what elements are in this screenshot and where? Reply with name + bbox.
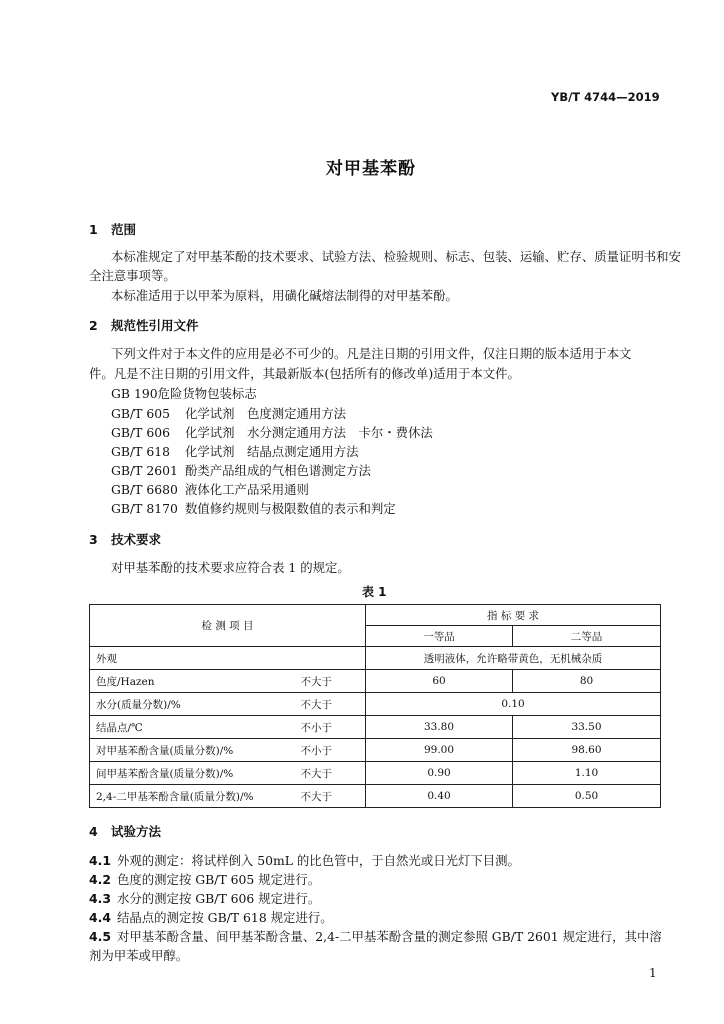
item-text: 色度的测定按 GB/T 605 规定进行。 (117, 872, 321, 887)
requirements-table (89, 604, 661, 808)
item-number: 4.1 (89, 853, 111, 868)
section-title: 技术要求 (111, 532, 162, 547)
section-4-heading (89, 822, 161, 840)
test-method-item (89, 908, 333, 926)
reference-item (111, 384, 257, 402)
table-row (90, 670, 661, 693)
page-number: 1 (649, 966, 657, 980)
row-grade-1: 0.40 (366, 785, 513, 808)
row-grade-2: 33.50 (513, 716, 661, 739)
section-2-para-line-2: 件。凡是不注日期的引用文件，其最新版本(包括所有的修改单)适用于本文件。 (89, 366, 520, 381)
row-item: 外观 (90, 647, 366, 670)
row-grade-2: 98.60 (513, 739, 661, 762)
test-method-item (89, 851, 520, 869)
section-number: 3 (89, 532, 98, 547)
row-merged-value: 透明液体，允许略带黄色，无机械杂质 (366, 647, 661, 670)
header-grade-1: 一等品 (366, 626, 513, 647)
reference-code: GB/T 606 (111, 425, 171, 440)
reference-title: 危险货物包装标志 (157, 386, 257, 401)
section-3-heading (89, 530, 161, 548)
reference-title: 化学试剂 水分测定通用方法 卡尔・费休法 (185, 425, 433, 440)
row-limit: 不大于 (295, 762, 366, 785)
row-limit: 不大于 (295, 785, 366, 808)
section-1-para-1-line-2: 全注意事项等。 (89, 268, 176, 283)
item-text: 外观的测定：将试样倒入 50mL 的比色管中，于自然光或日光灯下目测。 (117, 853, 520, 868)
reference-title: 化学试剂 色度测定通用方法 (185, 406, 347, 421)
row-item: 结晶点/℃ (90, 716, 295, 739)
row-grade-1: 33.80 (366, 716, 513, 739)
table-row (90, 739, 661, 762)
row-grade-1: 60 (366, 670, 513, 693)
item-number: 4.2 (89, 872, 111, 887)
table-caption: 表 1 (362, 585, 387, 599)
reference-item (111, 404, 346, 422)
item-text: 对甲基苯酚含量、间甲基苯酚含量、2,4-二甲基苯酚含量的测定参照 GB/T 2601 规定进行，其中溶 (117, 929, 662, 944)
reference-code: GB/T 8170 (111, 501, 178, 516)
section-number: 4 (89, 824, 98, 839)
section-1-para-1-line-1: 本标准规定了对甲基苯酚的技术要求、试验方法、检验规则、标志、包装、运输、贮存、质量证明书和安 (111, 249, 681, 264)
row-merged-value: 0.10 (366, 693, 661, 716)
item-number: 4.4 (89, 910, 111, 925)
reference-item (111, 461, 371, 479)
document-title: 对甲基苯酚 (326, 159, 416, 179)
standard-code: YB/T 4744—2019 (551, 90, 660, 104)
reference-title: 化学试剂 结晶点测定通用方法 (185, 444, 359, 459)
row-item: 水分(质量分数)/% (90, 693, 295, 716)
row-item: 间甲基苯酚含量(质量分数)/% (90, 762, 295, 785)
section-1-heading (89, 220, 136, 238)
table-row (90, 762, 661, 785)
row-limit: 不大于 (295, 693, 366, 716)
item-text: 水分的测定按 GB/T 606 规定进行。 (117, 891, 321, 906)
item-number: 4.3 (89, 891, 111, 906)
reference-item (111, 499, 396, 517)
section-1-para-2: 本标准适用于以甲苯为原料，用磺化碱熔法制得的对甲基苯酚。 (111, 288, 458, 303)
test-method-item (89, 870, 320, 888)
section-number: 1 (89, 222, 98, 237)
reference-code: GB/T 2601 (111, 463, 178, 478)
reference-code: GB/T 6680 (111, 482, 178, 497)
item-number: 4.5 (89, 929, 111, 944)
row-grade-2: 80 (513, 670, 661, 693)
section-3-para: 对甲基苯酚的技术要求应符合表 1 的规定。 (111, 560, 350, 575)
table-row (90, 693, 661, 716)
reference-code: GB 190 (111, 386, 158, 401)
header-item: 检 测 项 目 (90, 605, 366, 647)
reference-title: 数值修约规则与极限数值的表示和判定 (185, 501, 396, 516)
item-text: 结晶点的测定按 GB/T 618 规定进行。 (117, 910, 333, 925)
section-title: 范围 (111, 222, 137, 237)
row-grade-2: 1.10 (513, 762, 661, 785)
reference-item (111, 423, 433, 441)
table-row (90, 716, 661, 739)
section-2-heading (89, 316, 199, 334)
test-method-item-continuation: 剂为甲苯或甲醇。 (89, 948, 189, 963)
table-row (90, 785, 661, 808)
header-grade-2: 二等品 (513, 626, 661, 647)
section-number: 2 (89, 318, 98, 333)
test-method-item (89, 927, 662, 945)
section-title: 试验方法 (111, 824, 162, 839)
row-item: 对甲基苯酚含量(质量分数)/% (90, 739, 295, 762)
reference-code: GB/T 605 (111, 406, 171, 421)
header-requirements: 指 标 要 求 (366, 605, 661, 626)
row-limit: 不小于 (295, 739, 366, 762)
row-grade-1: 99.00 (366, 739, 513, 762)
reference-title: 酚类产品组成的气相色谱测定方法 (185, 463, 371, 478)
section-2-para-line-1: 下列文件对于本文件的应用是必不可少的。凡是注日期的引用文件，仅注日期的版本适用于本文 (111, 346, 632, 361)
reference-item (111, 480, 309, 498)
table-row (90, 647, 661, 670)
row-item: 2,4-二甲基苯酚含量(质量分数)/% (90, 785, 295, 808)
reference-title: 液体化工产品采用通则 (185, 482, 309, 497)
row-limit: 不小于 (295, 716, 366, 739)
row-grade-1: 0.90 (366, 762, 513, 785)
row-limit: 不大于 (295, 670, 366, 693)
row-item: 色度/Hazen (90, 670, 295, 693)
reference-item (111, 442, 358, 460)
test-method-item (89, 889, 320, 907)
section-title: 规范性引用文件 (111, 318, 199, 333)
reference-code: GB/T 618 (111, 444, 171, 459)
row-grade-2: 0.50 (513, 785, 661, 808)
